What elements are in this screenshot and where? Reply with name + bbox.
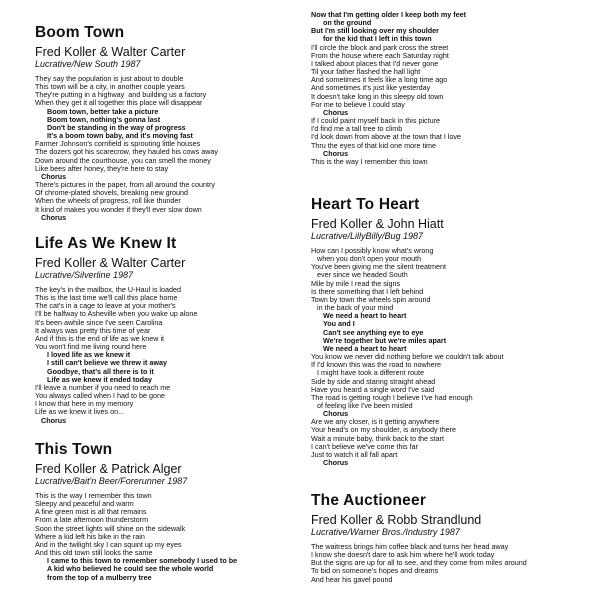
song-lyrics bbox=[311, 543, 596, 584]
song-label: Lucrative/Warner Bros./Industry 1987 bbox=[311, 527, 460, 537]
song-title: Life As We Knew It bbox=[35, 235, 177, 252]
lyric-line: Goodbye, that's all there is to it bbox=[47, 366, 154, 376]
lyric-line: Of chrome-plated shovels, breaking new ground bbox=[35, 188, 189, 198]
song-label: Lucrative/Bait'n Beer/Forerunner 1987 bbox=[35, 476, 188, 486]
lyric-line: on the ground bbox=[323, 18, 372, 28]
lyric-line: It kind of makes you wonder if they'll ever slow down bbox=[35, 204, 202, 214]
lyric-line: The key's in the mailbox, the U-Haul is loaded bbox=[35, 285, 181, 294]
song-the-auctioneer bbox=[311, 492, 596, 584]
lyric-line: from the top of a mulberry tree bbox=[47, 572, 152, 582]
lyric-line: And sometimes it feels like a long time ago bbox=[311, 75, 448, 85]
lyric-line: Soon the street lights will shine on the sidewalk bbox=[35, 523, 186, 533]
lyric-line: I know she doesn't dare to ask him where he'll work today bbox=[311, 550, 495, 560]
lyric-line: But the signs are up for all to see, and they come from miles around bbox=[311, 558, 527, 568]
lyric-line: Don't be standing in the way of progress bbox=[47, 122, 186, 132]
song-this-town bbox=[35, 441, 300, 582]
lyric-line: in the back of your mind bbox=[317, 303, 394, 313]
lyric-line: Wait a minute baby, think back to the start bbox=[311, 433, 445, 443]
lyric-line: For me to believe I could stay bbox=[311, 99, 405, 109]
lyric-line: Life as we knew it lives on... bbox=[35, 407, 125, 417]
lyric-line: We're together but we're miles apart bbox=[323, 335, 447, 345]
lyric-line: They say the population is just about to double bbox=[35, 74, 184, 83]
lyric-line: You and I bbox=[323, 319, 355, 329]
lyric-line: A kid who believed he could see the whole world bbox=[47, 564, 214, 574]
lyric-line: And if this is the end of life as we knew it bbox=[35, 333, 165, 343]
lyric-line: This town will be a city, in another couple years bbox=[35, 82, 185, 92]
chorus-marker: Chorus bbox=[323, 458, 349, 468]
lyric-line: Like bees after honey, they're here to stay bbox=[35, 163, 169, 173]
song-heart-to-heart bbox=[311, 196, 596, 467]
lyric-line: Have you heard a single word I've said bbox=[311, 384, 435, 394]
song-writers: Fred Koller & Robb Strandlund bbox=[311, 513, 482, 527]
lyric-line: I can't believe we've come this far bbox=[311, 441, 419, 451]
lyric-line: I'll be halfway to Asheville when you wake up alone bbox=[35, 309, 198, 319]
chorus-marker: Chorus bbox=[323, 409, 349, 419]
lyric-line: I'll circle the block and park cross the street bbox=[311, 42, 449, 52]
song-writers: Fred Koller & John Hiatt bbox=[311, 217, 444, 231]
lyric-line: for the kid that I left in this town bbox=[323, 34, 432, 44]
lyric-line: If I'd known this was the road to nowhere bbox=[311, 360, 442, 370]
lyric-line: The dozers got his scarecrow, they hauled his cows away bbox=[35, 147, 218, 157]
lyric-line: And sometimes it's just like yesterday bbox=[311, 83, 431, 93]
lyric-line: It's a boom town baby, and it's moving fast bbox=[47, 131, 193, 141]
song-title: The Auctioneer bbox=[311, 492, 427, 509]
lyric-line: Your head's on my shoulder, is anybody there bbox=[311, 425, 456, 435]
chorus-marker: Chorus bbox=[323, 148, 349, 158]
lyric-line: And hear his gavel pound bbox=[311, 574, 393, 584]
song-title: This Town bbox=[35, 441, 113, 458]
lyric-line: You've been giving me the silent treatment bbox=[311, 262, 446, 272]
lyric-line: Life as we knew it ended today bbox=[47, 374, 153, 384]
lyric-line: It's been awhile since I've seen Carolina bbox=[35, 317, 163, 327]
lyric-line: I'd find me a tall tree to climb bbox=[311, 124, 403, 134]
lyric-line: Now that I'm getting older I keep both my feet bbox=[311, 10, 467, 19]
song-boom-town bbox=[35, 24, 300, 222]
lyric-line: Boom town, nothing's gonna last bbox=[47, 114, 161, 124]
lyric-line: I loved life as we knew it bbox=[47, 350, 131, 360]
lyric-line: To bid on someone's hopes and dreams bbox=[311, 566, 439, 576]
song-title: Heart To Heart bbox=[311, 196, 420, 213]
song-lyrics bbox=[35, 75, 300, 222]
lyric-line: I'll leave a number if you need to reach me bbox=[35, 382, 171, 392]
lyric-line: Are we any closer, is it getting anywhere bbox=[311, 417, 440, 427]
song-lyrics bbox=[35, 492, 300, 582]
lyric-line: It doesn't take long in this sleepy old town bbox=[311, 91, 444, 101]
lyric-line: The waitress brings him coffee black and turns her head away bbox=[311, 542, 509, 551]
lyric-line: Is there something that I left behind bbox=[311, 286, 424, 296]
lyric-line: I know that here in my memory bbox=[35, 399, 134, 409]
chorus-marker: Chorus bbox=[41, 415, 67, 425]
lyric-line: Where a kid left his bike in the rain bbox=[35, 531, 145, 541]
lyric-line: And in the twilight sky I can squint up my eyes bbox=[35, 539, 182, 549]
lyric-line: Til your father flashed the hall light bbox=[311, 67, 421, 77]
lyric-line: I'd look down from above at the town that I love bbox=[311, 132, 462, 142]
song-lyrics bbox=[311, 11, 596, 166]
song-lyrics bbox=[311, 247, 596, 467]
song-this-town-continued bbox=[311, 11, 596, 166]
lyric-line: of feeling like I've been misled bbox=[317, 400, 413, 410]
chorus-marker: Chorus bbox=[41, 212, 67, 222]
lyric-line: Mile by mile I read the signs bbox=[311, 278, 401, 288]
song-label: Lucrative/New South 1987 bbox=[35, 59, 141, 69]
lyric-line: Side by side and staring straight ahead bbox=[311, 376, 436, 386]
song-writers: Fred Koller & Walter Carter bbox=[35, 45, 186, 59]
lyric-line: But I'm still looking over my shoulder bbox=[311, 26, 439, 36]
chorus-marker: Chorus bbox=[41, 171, 67, 181]
lyric-line: Sleepy and peaceful and warm bbox=[35, 499, 134, 509]
lyric-line: This is the way I remember this town bbox=[35, 491, 152, 500]
chorus-marker: Chorus bbox=[323, 107, 349, 117]
lyric-line: There's pictures in the paper, from all around the country bbox=[35, 180, 215, 190]
song-life-as-we-knew-it bbox=[35, 235, 300, 425]
lyric-line: when you don't open your mouth bbox=[317, 254, 422, 264]
lyric-line: Boom town, better take a picture bbox=[47, 106, 159, 116]
lyric-line: When the wheels of progress, roll like thunder bbox=[35, 196, 181, 206]
lyric-line: Can't see anything eye to eye bbox=[323, 327, 424, 337]
lyric-line: ever since we headed South bbox=[317, 270, 408, 280]
lyric-line: I might have took a different route bbox=[317, 368, 424, 378]
lyric-line: From a late afternoon thunderstorm bbox=[35, 515, 149, 525]
lyric-line: Down around the courthouse, you can smell the money bbox=[35, 155, 211, 165]
lyric-line: And this old town still looks the same bbox=[35, 548, 153, 558]
song-label: Lucrative/Silverline 1987 bbox=[35, 270, 134, 280]
lyric-line: This is the last time we'll call this place home bbox=[35, 293, 178, 303]
lyric-line: This is the way I remember this town bbox=[311, 156, 428, 166]
lyric-line: I came to this town to remember somebody I used to be bbox=[47, 556, 238, 566]
lyric-line: Farmer Johnson's cornfield is sprouting little houses bbox=[35, 139, 201, 149]
lyric-line: Thru the eyes of that kid one more time bbox=[311, 140, 437, 150]
lyric-line: From the house where each Saturday night bbox=[311, 50, 449, 60]
lyric-line: It always was pretty this time of year bbox=[35, 325, 151, 335]
lyric-line: The cat's in a cage to leave at your mother's bbox=[35, 301, 176, 311]
song-title: Boom Town bbox=[35, 24, 125, 41]
lyric-line: If I could paint myself back in this picture bbox=[311, 116, 441, 126]
song-writers: Fred Koller & Walter Carter bbox=[35, 256, 186, 270]
lyric-line: When they get it all together this place will disappear bbox=[35, 98, 203, 108]
song-label: Lucrative/LillyBilly/Bug 1987 bbox=[311, 231, 424, 241]
lyric-line: You always called when I had to be gone bbox=[35, 391, 166, 401]
song-lyrics bbox=[35, 286, 300, 425]
lyric-line: You know we never did nothing before we couldn't talk about bbox=[311, 352, 504, 362]
lyric-line: I talked about places that I'd never gone bbox=[311, 58, 439, 68]
lyric-line: I still can't believe we threw it away bbox=[47, 358, 167, 368]
lyric-line: You won't find me living round here bbox=[35, 342, 147, 352]
lyric-line: A fine green mist is all that remains bbox=[35, 507, 147, 517]
lyric-line: They're putting in a highway and building us a factory bbox=[35, 90, 207, 100]
lyric-line: We need a heart to heart bbox=[323, 311, 407, 321]
lyric-line: How can I possibly know what's wrong bbox=[311, 246, 434, 255]
lyric-line: Just to watch it all fall apart bbox=[311, 449, 398, 459]
lyric-line: We need a heart to heart bbox=[323, 343, 407, 353]
lyric-line: Town by town the wheels spin around bbox=[311, 294, 431, 304]
song-writers: Fred Koller & Patrick Alger bbox=[35, 462, 182, 476]
lyric-line: The road is getting rough I believe I've had enough bbox=[311, 392, 473, 402]
